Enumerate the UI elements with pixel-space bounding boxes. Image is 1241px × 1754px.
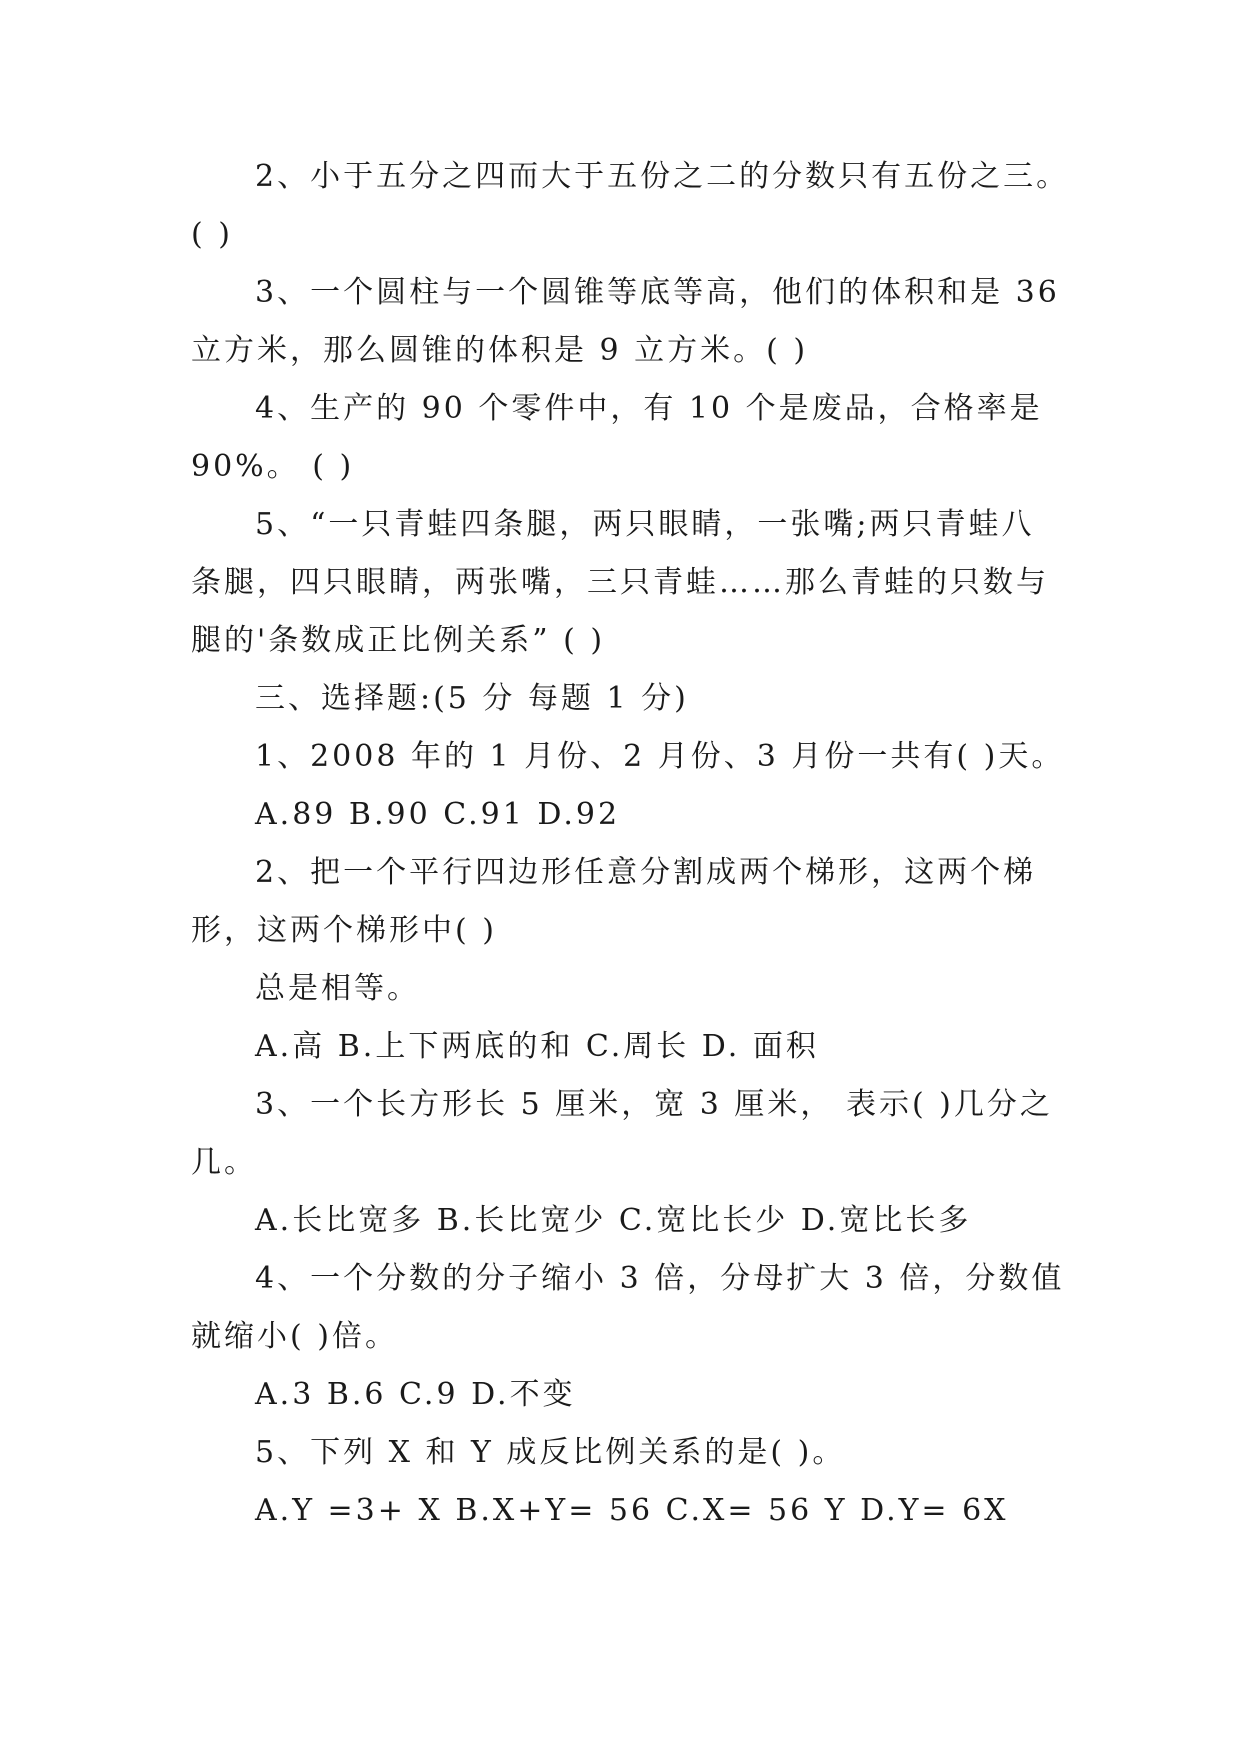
choice-2-question-line-2: 形，这两个梯形中( ) (191, 913, 497, 948)
choice-2-options: A.高 B.上下两底的和 C.周长 D. 面积 (255, 1029, 819, 1064)
choice-2-question-line-1: 2、把一个平行四边形任意分割成两个梯形，这两个梯 (255, 855, 1037, 890)
choice-3-question-line-2: 几。 (191, 1145, 257, 1180)
question-4-line-2: 90%。 ( ) (191, 449, 355, 484)
section-heading: 三、选择题:(5 分 每题 1 分) (255, 681, 689, 716)
choice-1-options: A.89 B.90 C.91 D.92 (255, 797, 621, 832)
question-2-line-2: ( ) (191, 217, 233, 252)
document-body (191, 148, 1070, 1540)
question-5-line-1: 5、“一只青蛙四条腿，两只眼睛，一张嘴;两只青蛙八 (255, 507, 1035, 542)
choice-4-question-line-2: 就缩小( )倍。 (191, 1319, 398, 1354)
choice-2-question-line-3: 总是相等。 (255, 971, 420, 1006)
choice-5-options: A.Y =3+ X B.X+Y= 56 C.X= 56 Y D.Y= 6X (255, 1493, 1009, 1528)
question-4-line-1: 4、生产的 90 个零件中，有 10 个是废品，合格率是 (255, 391, 1043, 426)
choice-3-options: A.长比宽多 B.长比宽少 C.宽比长少 D.宽比长多 (255, 1203, 972, 1238)
question-3-line-1: 3、一个圆柱与一个圆锥等底等高，他们的体积和是 36 (255, 275, 1060, 310)
question-2-line-1: 2、小于五分之四而大于五份之二的分数只有五份之三。 (255, 159, 1070, 194)
choice-4-options: A.3 B.6 C.9 D.不变 (255, 1377, 576, 1412)
choice-4-question-line-1: 4、一个分数的分子缩小 3 倍，分母扩大 3 倍，分数值 (255, 1261, 1065, 1296)
choice-1-question: 1、2008 年的 1 月份、2 月份、3 月份一共有( )天。 (255, 739, 1065, 774)
question-5-line-2: 条腿，四只眼睛，两张嘴，三只青蛙……那么青蛙的只数与 (191, 565, 1049, 600)
choice-5-question: 5、下列 X 和 Y 成反比例关系的是( )。 (255, 1435, 846, 1470)
choice-3-question-line-1: 3、一个长方形长 5 厘米，宽 3 厘米， 表示( )几分之 (255, 1087, 1053, 1122)
question-3-line-2: 立方米，那么圆锥的体积是 9 立方米。( ) (191, 333, 809, 368)
question-5-line-3: 腿的'条数成正比例关系” ( ) (191, 623, 606, 658)
